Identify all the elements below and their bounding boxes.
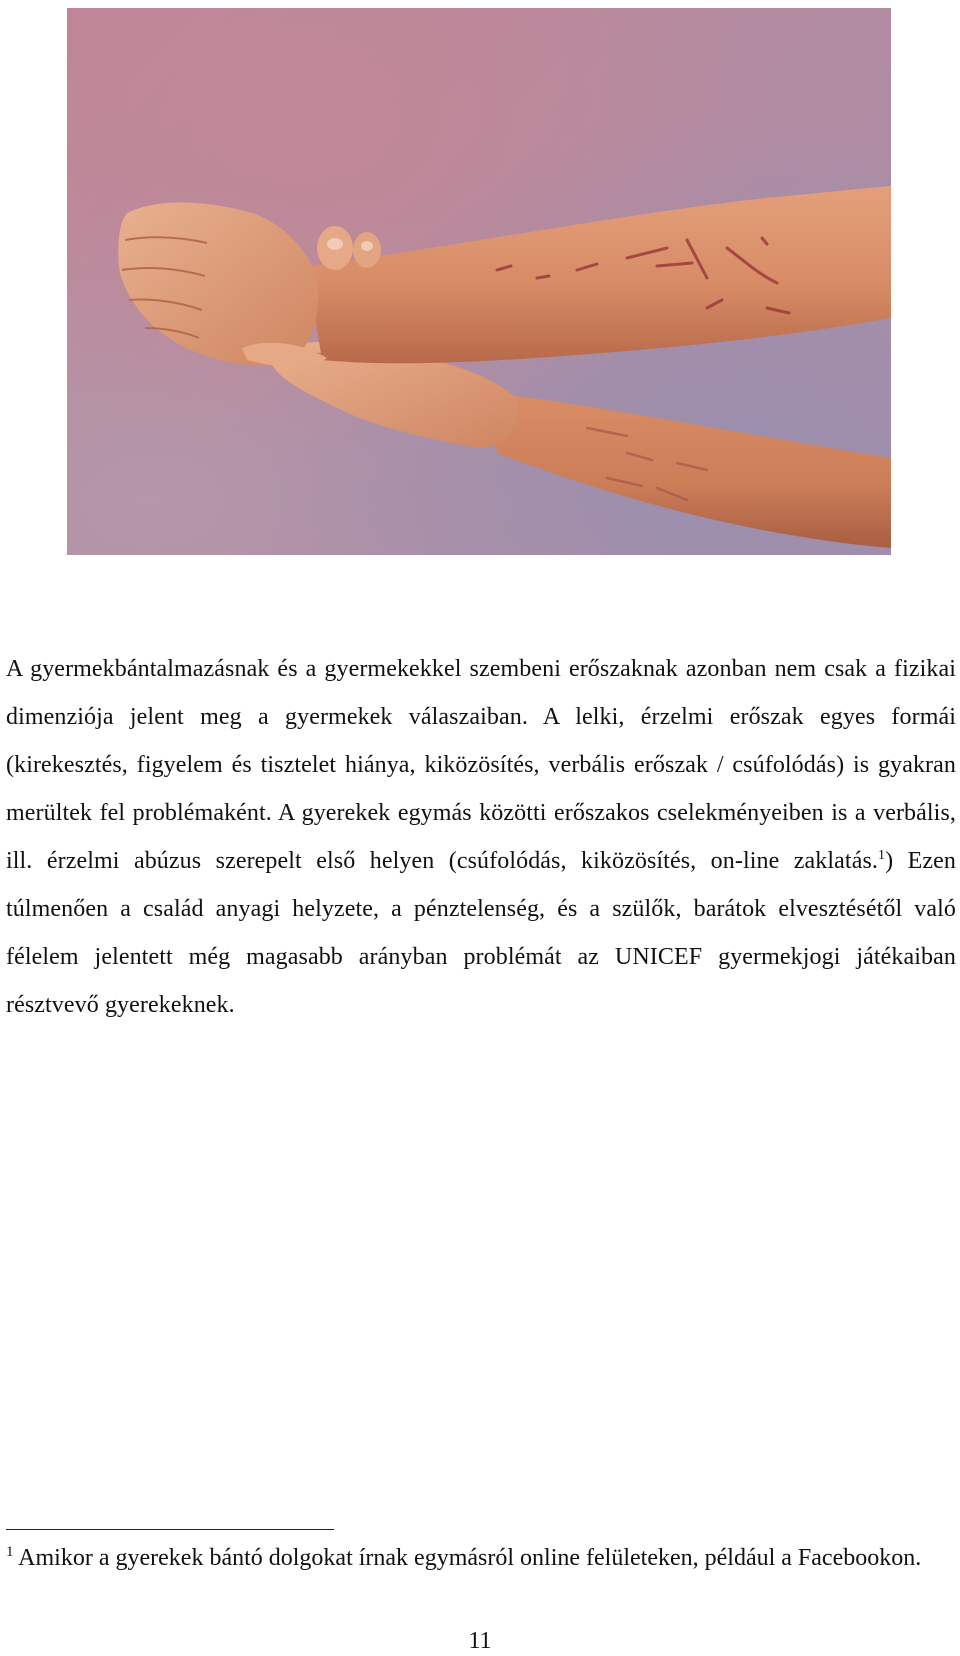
footnote-number: 1 — [6, 1544, 14, 1560]
footnote-divider — [6, 1529, 334, 1530]
body-text-part-1: A gyermekbántalmazásnak és a gyermekekkel szembeni erőszaknak azonban nem csak a fizikai dimenziója jelent meg a gyermekek válaszaiban. A lelki, érzelmi erőszak egyes formái (kirekesztés, figyelem és tisztelet hiánya, kiközösítés, verbális erőszak / csúfolódás) is gyakran merültek fel problémaként. A gyerekek egymás közötti erőszakos cselekményeiben is a verbális, ill. érzelmi abúzus szerepelt első helyen (csúfolódás, kiközösítés, on-line zaklatás. — [6, 656, 956, 874]
page-number: 11 — [468, 1628, 492, 1654]
forearms-photo — [67, 8, 891, 555]
body-text-part-2: ) Ezen túlmenően a család anyagi helyzete, a pénztelenség, és a szülők, barátok elvesztésétől való félelem jelentett még magasabb arányban problémát az UNICEF gyermekjogi játékaiban résztvevő gyerekeknek. — [6, 848, 956, 1018]
footnote — [6, 1542, 956, 1575]
footnote-reference[interactable]: 1 — [877, 848, 886, 863]
footnote-text: Amikor a gyerekek bántó dolgokat írnak egymásról online felületeken, például a Facebookon. — [13, 1545, 922, 1571]
body-paragraph — [6, 645, 956, 1029]
forearms-with-scars-icon — [67, 8, 891, 555]
